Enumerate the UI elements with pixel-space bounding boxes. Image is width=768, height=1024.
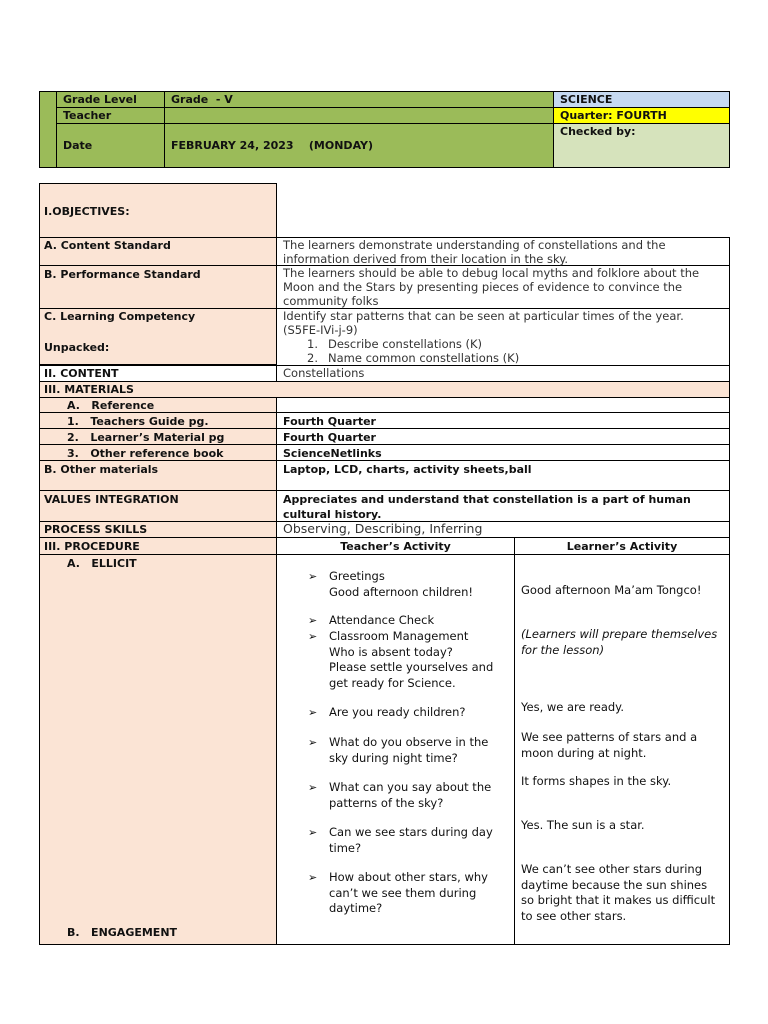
teacher-item-text: What do you observe in the sky during night time? — [329, 735, 489, 765]
procedure-phase-col — [39, 554, 277, 945]
arrow-bullet-icon: ➢ — [308, 736, 318, 749]
content-value: Constellations — [283, 366, 365, 380]
teacher-item-text: How about other stars, why can’t we see them during daytime? — [329, 870, 488, 915]
teacher-label: Teacher — [63, 109, 112, 122]
learners-material-value: Fourth Quarter — [283, 431, 376, 444]
learner-response-sun: Yes. The sun is a star. — [521, 818, 645, 832]
header-stripe — [39, 91, 57, 168]
arrow-bullet-icon: ➢ — [308, 826, 318, 839]
unpacked-item-1-text: Describe constellations (K) — [328, 337, 483, 351]
materials-row — [39, 381, 730, 398]
arrow-bullet-icon: ➢ — [308, 781, 318, 794]
teacher-item-text: Can we see stars during day time? — [329, 825, 493, 855]
learner-activity-header: Learner’s Activity — [566, 540, 678, 553]
content-standard-text: The learners demonstrate understanding of constellations and the information derived from their location in the sky. — [283, 238, 666, 266]
teachers-guide-label: 1. Teachers Guide pg. — [67, 415, 209, 428]
content-label: II. CONTENT — [44, 367, 119, 380]
learning-competency-label: C. Learning Competency — [44, 310, 196, 323]
learner-response-daytime: We can’t see other stars during daytime because the sun shines so bright that it makes us difficult to see other stars. — [521, 862, 716, 923]
objectives-heading: I.OBJECTIVES: — [44, 205, 130, 218]
performance-standard-text: The learners should be able to debug local myths and folklore about the Moon and the Stars by presenting pieces of evidence to convince the community folks — [283, 266, 700, 308]
unpacked-item-2-text: Name common constellations (K) — [328, 351, 520, 365]
unpacked-item-2-num: 2. — [307, 351, 318, 365]
teacher-activity-header: Teacher’s Activity — [340, 540, 451, 553]
values-integration-label: VALUES INTEGRATION — [44, 493, 179, 506]
quarter-label: Quarter: FOURTH — [560, 109, 667, 122]
arrow-bullet-icon: ➢ — [308, 630, 318, 643]
process-skills-value: Observing, Describing, Inferring — [283, 521, 483, 536]
teacher-item-text: Attendance Check — [329, 613, 435, 627]
teacher-item-text: Are you ready children? — [329, 705, 466, 719]
learner-response-observe: We see patterns of stars and a moon during at night. — [521, 730, 698, 760]
materials-label: III. MATERIALS — [44, 383, 134, 396]
grade-level-value: Grade - V — [171, 93, 233, 106]
process-skills-label: PROCESS SKILLS — [44, 523, 148, 536]
other-reference-value: ScienceNetlinks — [283, 447, 382, 460]
teacher-item-text: Greetings Good afternoon children! — [329, 569, 473, 599]
learners-material-label: 2. Learner’s Material pg — [67, 431, 225, 444]
learner-response-shapes: It forms shapes in the sky. — [521, 774, 672, 788]
teachers-guide-value: Fourth Quarter — [283, 415, 376, 428]
unpacked-item-1-num: 1. — [307, 337, 318, 351]
other-reference-label: 3. Other reference book — [67, 447, 224, 460]
other-materials-value: Laptop, LCD, charts, activity sheets,ball — [283, 463, 532, 476]
content-standard-label: A. Content Standard — [44, 239, 171, 252]
teacher-item-text: Classroom Management Who is absent today? Please settle yourselves and get ready for Science. — [329, 629, 494, 690]
learning-competency-text: Identify star patterns that can be seen at particular times of the year. (S5FE-IVi-j-9) — [283, 309, 684, 337]
date-value: FEBRUARY 24, 2023 (MONDAY) — [171, 139, 374, 152]
reference-label: A. Reference — [67, 399, 155, 412]
learner-response-prepare: (Learners will prepare themselves for the lesson) — [521, 627, 718, 657]
content-row — [39, 365, 730, 382]
learner-response-ready: Yes, we are ready. — [521, 700, 624, 714]
subject-label: SCIENCE — [560, 93, 613, 106]
performance-standard-label: B. Performance Standard — [44, 268, 201, 281]
grade-level-label: Grade Level — [63, 93, 137, 106]
arrow-bullet-icon: ➢ — [308, 706, 318, 719]
engagement-label: B. ENGAGEMENT — [67, 926, 178, 939]
date-label: Date — [63, 139, 93, 152]
arrow-bullet-icon: ➢ — [308, 570, 318, 583]
arrow-bullet-icon: ➢ — [308, 614, 318, 627]
ellicit-label: A. ELLICIT — [67, 557, 137, 570]
procedure-label: III. PROCEDURE — [44, 540, 140, 553]
teacher-item-text: What can you say about the patterns of the sky? — [329, 780, 492, 810]
values-integration-value: Appreciates and understand that constellation is a part of human cultural history. — [283, 493, 691, 521]
other-materials-label: B. Other materials — [44, 463, 159, 476]
unpacked-label: Unpacked: — [44, 341, 110, 354]
arrow-bullet-icon: ➢ — [308, 871, 318, 884]
learner-response-greeting: Good afternoon Ma’am Tongco! — [521, 583, 702, 597]
checked-by-label: Checked by: — [560, 125, 636, 138]
